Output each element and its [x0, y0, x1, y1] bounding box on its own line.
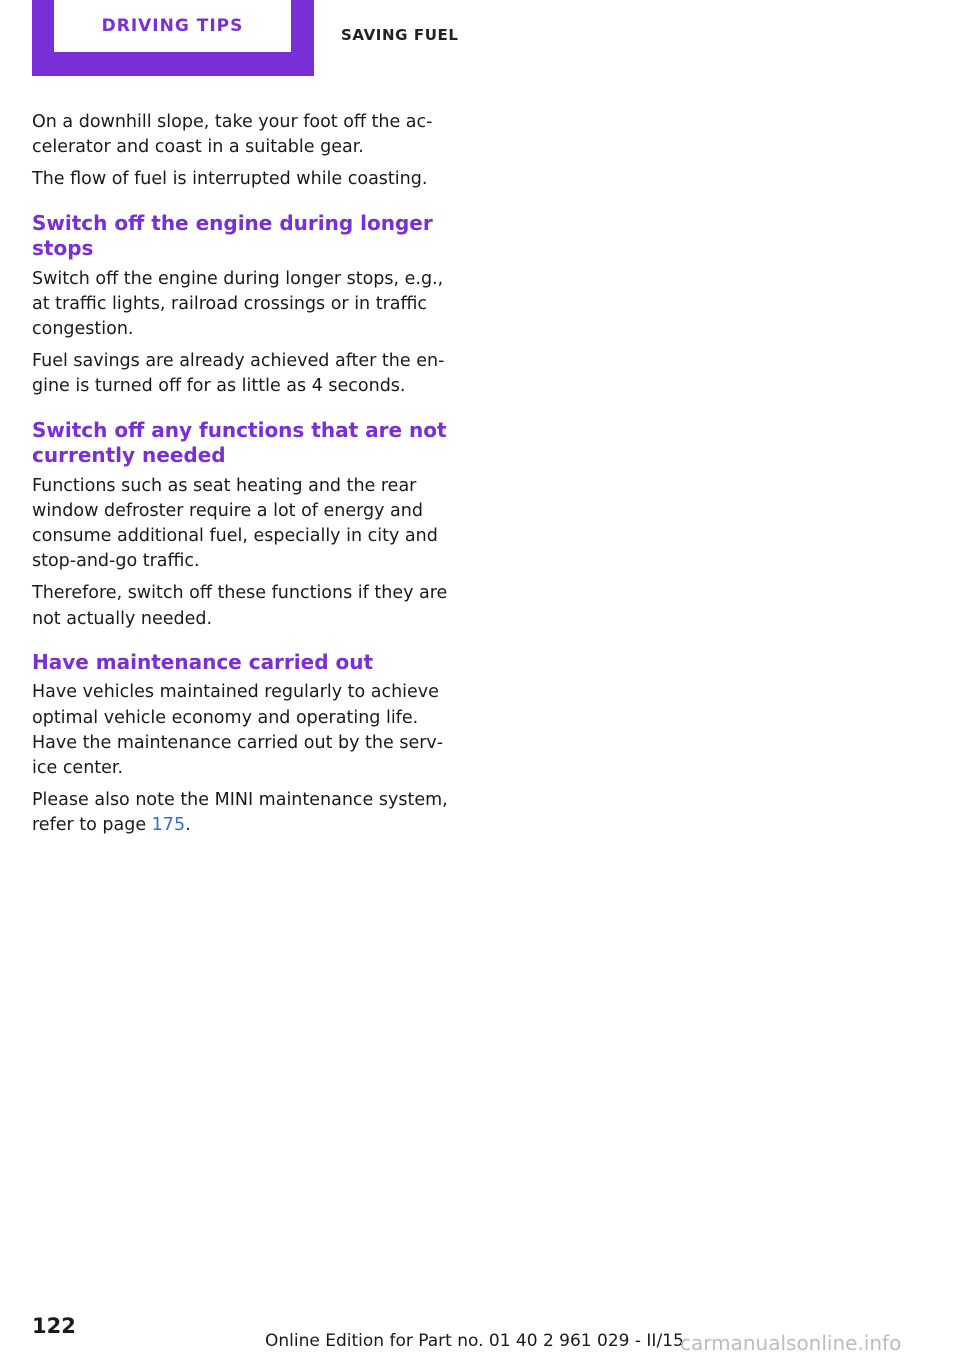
- maintenance-text-end: .: [185, 815, 191, 836]
- functions-off-paragraph-2: Therefore, switch off these functions if they are not actually needed.: [32, 583, 448, 629]
- footer-edition: Online Edition for Part no. 01 40 2 961 029 - II/15: [265, 1331, 684, 1351]
- watermark: carmanualsonline.info: [680, 1331, 902, 1355]
- engine-off-paragraph-2: Fuel savings are already achieved after the en‐ gine is turned off for as little as 4 seconds.: [32, 351, 445, 397]
- engine-off-paragraph-1: Switch off the engine during longer stops, e.g., at traffic lights, railroad crossings or in traffic congestion.: [32, 268, 444, 340]
- functions-off-paragraph-1: Functions such as seat heating and the rear window defroster require a lot of energy and consume additional fuel, especially in city and stop-and-go traffic.: [32, 475, 438, 572]
- chapter-tab: [32, 0, 314, 76]
- page-reference-link[interactable]: 175: [151, 815, 186, 836]
- intro-paragraph-2: The flow of fuel is interrupted while coasting.: [32, 169, 428, 190]
- heading-functions-off: Switch off any functions that are not currently needed: [32, 417, 447, 468]
- heading-engine-off: Switch off the engine during longer stops: [32, 210, 433, 261]
- heading-maintenance: Have maintenance carried out: [32, 649, 374, 674]
- chapter-tab-label: DRIVING TIPS: [101, 16, 244, 36]
- page-content: [32, 110, 452, 846]
- chapter-tab-inner: [54, 0, 291, 52]
- page-number: 122: [32, 1314, 76, 1338]
- maintenance-text: Please also note the MINI maintenance system, refer to page: [32, 790, 448, 836]
- maintenance-paragraph-2: [32, 788, 452, 838]
- maintenance-paragraph-1: Have vehicles maintained regularly to achieve optimal vehicle economy and operating life. Have the maintenance carried out by the serv‐ ice center.: [32, 682, 444, 778]
- section-title: SAVING FUEL: [341, 26, 459, 44]
- intro-paragraph-1: On a downhill slope, take your foot off the ac‐ celerator and coast in a suitable gear.: [32, 112, 433, 158]
